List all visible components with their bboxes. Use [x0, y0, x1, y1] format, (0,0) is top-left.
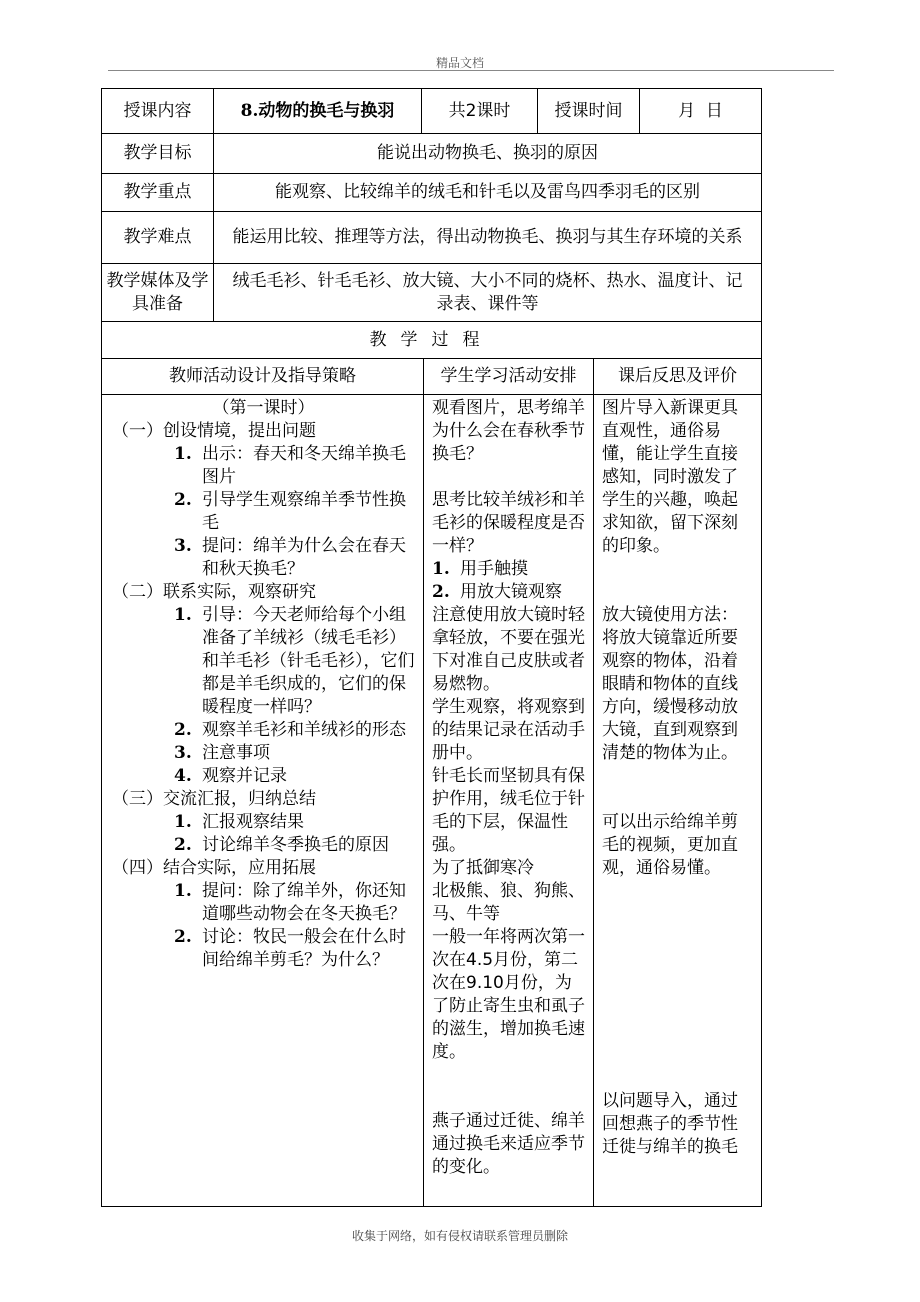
item-number: 1.	[174, 812, 192, 832]
section-title: （四）结合实际，应用拓展	[112, 858, 316, 878]
label-key: 教学重点	[102, 174, 214, 212]
student-text: 思考比较羊绒衫和羊毛衫的保暖程度是否一样？	[432, 490, 585, 556]
item-text: 汇报观察结果	[202, 812, 304, 832]
reflection-column	[594, 395, 762, 1207]
list-item	[174, 880, 415, 926]
list-item	[174, 765, 415, 788]
row-lesson-info	[102, 89, 762, 134]
item-text: 提问：绵羊为什么会在春天和秋天换毛？	[202, 536, 406, 579]
item-number: 1.	[174, 881, 192, 901]
student-text: 注意使用放大镜时轻拿轻放，不要在强光下对准自己皮肤或者易燃物。	[432, 605, 585, 694]
key-value: 能观察、比较绵羊的绒毛和针毛以及雷鸟四季羽毛的区别	[214, 174, 762, 212]
row-process-title	[102, 322, 762, 359]
student-text: 为了抵御寒冷	[432, 858, 534, 878]
time-value: 月 日	[640, 89, 762, 134]
item-number: 1.	[174, 444, 192, 464]
process-table	[101, 358, 762, 1207]
list-item	[432, 581, 585, 604]
item-text: 注意事项	[202, 743, 270, 763]
page-header: 精品文档	[435, 56, 484, 70]
item-number: 3.	[174, 743, 192, 763]
item-number: 2.	[174, 927, 192, 947]
row-difficulty	[102, 212, 762, 264]
label-time: 授课时间	[538, 89, 640, 134]
item-number: 3.	[174, 536, 192, 556]
lesson-title: 8.动物的换毛与换羽	[214, 89, 422, 134]
item-number: 2.	[174, 835, 192, 855]
difficulty-value: 能运用比较、推理等方法，得出动物换毛、换羽与其生存环境的关系	[214, 212, 762, 264]
list-item	[432, 558, 585, 581]
list-item	[174, 535, 415, 581]
item-text: 出示：春天和冬天绵羊换毛图片	[202, 444, 406, 487]
item-number: 1.	[174, 605, 192, 625]
student-text: 燕子通过迁徙、绵羊通过换毛来适应季节的变化。	[432, 1111, 585, 1177]
reflection-text: 图片导入新课更具直观性，通俗易懂，能让学生直接感知，同时激发了学生的兴趣，唤起求知欲，留下深刻的印象。	[602, 398, 738, 556]
list-item	[174, 443, 415, 489]
student-text: 北极熊、狼、狗熊、马、牛等	[432, 881, 585, 924]
row-media	[102, 264, 762, 322]
student-text: 观看图片，思考绵羊为什么会在春秋季节换毛？	[432, 398, 585, 464]
item-text: 讨论：牧民一般会在什么时间给绵羊剪毛？为什么？	[202, 927, 406, 970]
item-text: 引导学生观察绵羊季节性换毛	[202, 490, 406, 533]
list-item	[174, 489, 415, 535]
item-text: 讨论绵羊冬季换毛的原因	[202, 835, 389, 855]
item-number: 2.	[174, 490, 192, 510]
col-header-student: 学生学习活动安排	[424, 359, 594, 395]
student-text: 一般一年将两次第一次在4.5月份，第二次在9.10月份，为了防止寄生虫和虱子的滋生，增加换毛速度。	[432, 927, 585, 1062]
row-col-headers	[102, 359, 762, 395]
reflection-text: 放大镜使用方法：将放大镜靠近所要观察的物体，沿着眼睛和物体的直线方向，缓慢移动放大镜，直到观察到清楚的物体为止。	[602, 605, 738, 763]
row-goal	[102, 134, 762, 174]
label-goal: 教学目标	[102, 134, 214, 174]
list-item	[174, 604, 415, 719]
label-media: 教学媒体及学具准备	[102, 264, 214, 322]
process-title: 教学过程	[102, 322, 762, 359]
list-item	[174, 834, 415, 857]
label-content: 授课内容	[102, 89, 214, 134]
list-item	[174, 719, 415, 742]
item-text: 用放大镜观察	[460, 582, 562, 602]
lesson-plan-table	[101, 88, 762, 359]
list-item	[174, 926, 415, 972]
lesson-label: （第一课时）	[212, 398, 315, 418]
teacher-column	[102, 395, 424, 1207]
section-title: （一）创设情境，提出问题	[112, 421, 316, 441]
item-number: 1.	[432, 559, 450, 579]
item-number: 2.	[174, 720, 192, 740]
item-text: 引导：今天老师给每个小组准备了羊绒衫（绒毛毛衫）和羊毛衫（针毛毛衫），它们都是羊毛织成的，它们的保暖程度一样吗？	[202, 605, 415, 717]
student-text: 针毛长而坚韧具有保护作用，绒毛位于针毛的下层，保温性强。	[432, 766, 585, 855]
section-title: （二）联系实际，观察研究	[112, 582, 316, 602]
goal-value: 能说出动物换毛、换羽的原因	[214, 134, 762, 174]
reflection-text: 可以出示给绵羊剪毛的视频，更加直观，通俗易懂。	[602, 812, 738, 878]
label-difficulty: 教学难点	[102, 212, 214, 264]
period-count: 共2课时	[422, 89, 538, 134]
list-item	[174, 742, 415, 765]
row-process-body	[102, 395, 762, 1207]
student-text: 学生观察，将观察到的结果记录在活动手册中。	[432, 697, 585, 763]
student-column	[424, 395, 594, 1207]
col-header-reflection: 课后反思及评价	[594, 359, 762, 395]
row-key	[102, 174, 762, 212]
item-text: 提问：除了绵羊外，你还知道哪些动物会在冬天换毛？	[202, 881, 406, 924]
list-item	[174, 811, 415, 834]
header-divider	[108, 70, 834, 71]
section-title: （三）交流汇报，归纳总结	[112, 789, 316, 809]
item-text: 观察羊毛衫和羊绒衫的形态	[202, 720, 406, 740]
item-text: 观察并记录	[202, 766, 287, 786]
media-value: 绒毛毛衫、针毛毛衫、放大镜、大小不同的烧杯、热水、温度计、记录表、课件等	[214, 264, 762, 322]
item-number: 4.	[174, 766, 192, 786]
col-header-teacher: 教师活动设计及指导策略	[102, 359, 424, 395]
item-number: 2.	[432, 582, 450, 602]
reflection-text: 以问题导入，通过回想燕子的季节性迁徙与绵羊的换毛	[602, 1091, 738, 1157]
item-text: 用手触摸	[460, 559, 528, 579]
page-footer: 收集于网络，如有侵权请联系管理员删除	[351, 1229, 568, 1243]
